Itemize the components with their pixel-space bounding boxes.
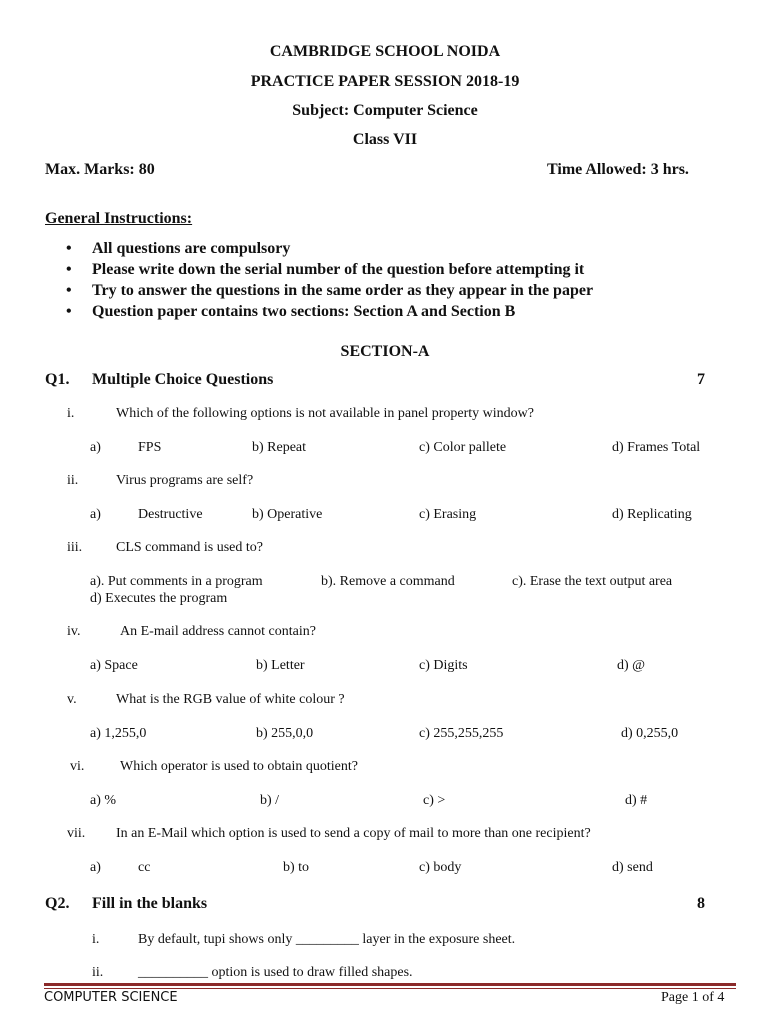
instructions-list [66,238,593,322]
option-a: Destructive [138,507,203,522]
option-b: b). Remove a command [321,574,455,589]
question-text: Virus programs are self? [116,473,254,488]
q2-title: Fill in the blanks [92,895,208,912]
option-d: d) 0,255,0 [621,726,679,741]
max-marks: Max. Marks: 80 [45,161,155,178]
option-a: FPS [138,440,162,455]
footer-rule [44,983,736,986]
paper-class: Class VII [352,131,418,148]
q1-number: Q1. [45,371,70,388]
instruction-item: • Question paper contains two sections: Section A and Section B [66,301,593,322]
option-a: a) 1,255,0 [90,726,147,741]
q2-marks: 8 [697,895,705,912]
q2-number: Q2. [45,895,70,912]
question-number: iii. [67,540,83,555]
question-number: ii. [67,473,79,488]
option-c: c) 255,255,255 [419,726,504,741]
question-number: vii. [67,826,86,841]
question-text: Which of the following options is not available in panel property window? [116,406,534,421]
footer-page-number: Page 1 of 4 [661,990,725,1005]
option-b: b) Operative [252,507,323,522]
option-b: b) to [283,860,310,875]
option-c: c) Erasing [419,507,477,522]
instruction-item: • Please write down the serial number of the question before attempting it [66,259,593,280]
question-number: vi. [70,759,85,774]
option-a: a). Put comments in a program [90,574,263,589]
time-allowed: Time Allowed: 3 hrs. [547,161,689,178]
option-a: a) % [90,793,117,808]
option-b: b) Repeat [252,440,307,455]
question-text: CLS command is used to? [116,540,263,555]
section-a-title: SECTION-A [340,343,430,360]
option-a: cc [138,860,151,875]
option-c: c). Erase the text output area [512,574,673,589]
option-d: d) Frames Total [612,440,701,455]
question-number: i. [92,932,100,947]
paper-session: PRACTICE PAPER SESSION 2018-19 [250,73,520,90]
option-c: c) body [419,860,462,875]
instructions-title: General Instructions: [45,210,193,227]
question-text: In an E-Mail which option is used to send a copy of mail to more than one recipient? [116,826,591,841]
school-name: CAMBRIDGE SCHOOL NOIDA [269,43,501,60]
question-number: ii. [92,965,104,980]
option-b: b) / [260,793,280,808]
question-number: v. [67,692,77,707]
paper-subject: Subject: Computer Science [292,102,478,119]
question-text: Which operator is used to obtain quotient? [120,759,358,774]
question-text: By default, tupi shows only _________ layer in the exposure sheet. [138,932,516,947]
option-a: a) Space [90,658,138,673]
option-a-label: a) [90,440,101,455]
footer-rule-thin [44,988,736,989]
option-d: d) send [612,860,653,875]
option-d: d) # [625,793,648,808]
option-c: c) Color pallete [419,440,507,455]
option-b: b) 255,0,0 [256,726,314,741]
option-c: c) > [423,793,446,808]
option-c: c) Digits [419,658,468,673]
question-text: __________ option is used to draw filled shapes. [138,965,413,980]
instruction-item: • All questions are compulsory [66,238,593,259]
option-b: b) Letter [256,658,305,673]
question-text: An E-mail address cannot contain? [120,624,316,639]
footer-subject: COMPUTER SCIENCE [44,990,178,1005]
option-a-label: a) [90,507,101,522]
q1-title: Multiple Choice Questions [92,371,274,388]
option-d: d) Executes the program [90,591,228,606]
question-text: What is the RGB value of white colour ? [116,692,345,707]
question-number: iv. [67,624,81,639]
question-number: i. [67,406,75,421]
q1-marks: 7 [697,371,705,388]
option-d: d) @ [617,658,646,673]
instruction-item: • Try to answer the questions in the same order as they appear in the paper [66,280,593,301]
option-d: d) Replicating [612,507,692,522]
option-a-label: a) [90,860,101,875]
